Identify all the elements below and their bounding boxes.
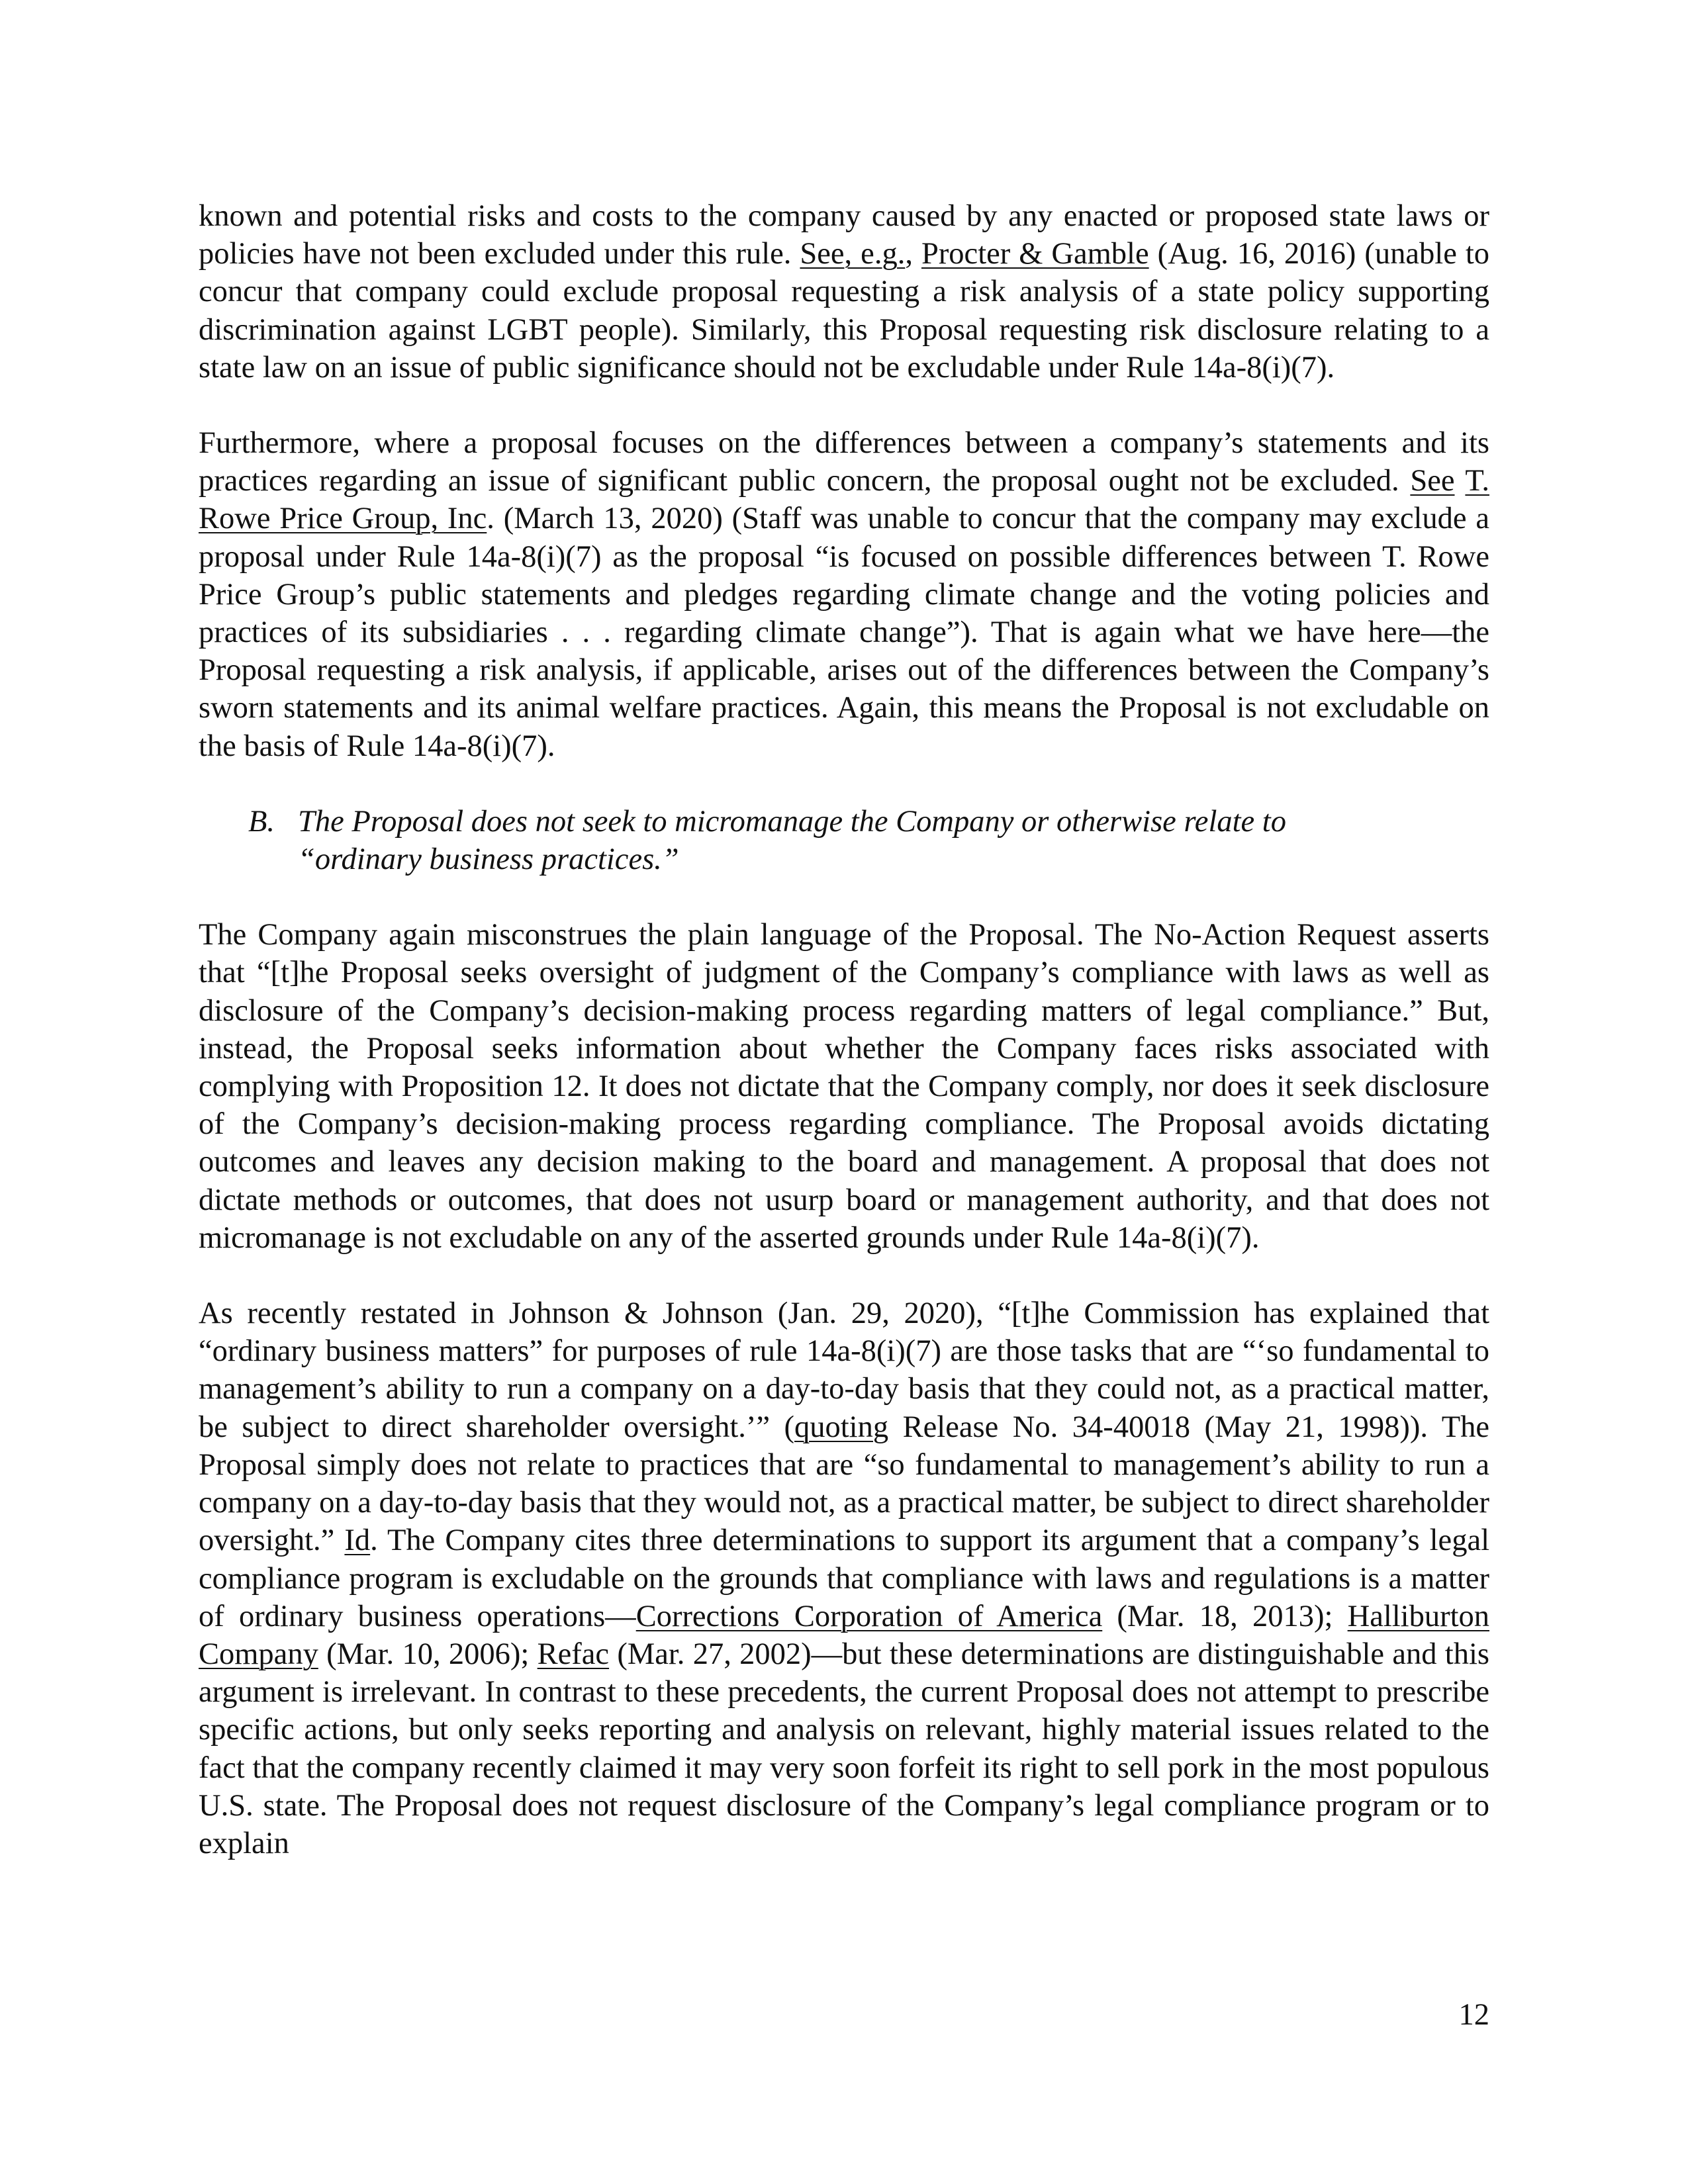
paragraph-statement-practice-differences: Furthermore, where a proposal focuses on the differences between a company’s statements and its practices regarding an issue of significant public concern, the proposal ought not be excluded. See T. Rowe Price Group, Inc. (March 13, 2020) (Staff was unable to concur that the company may exclude a proposal under Rule 14a-8(i)(7) as the proposal “is focused on possible differences between T. Rowe Price Group’s public statements and pledges regarding climate change and the voting policies and practices of its subsidiaries . . . regarding climate change”). That is again what we have here—the Proposal requesting a risk analysis, if applicable, arises out of the differences between the Company’s sworn statements and its animal welfare practices. Again, this means the Proposal is not excludable on the basis of Rule 14a-8(i)(7).	[199, 426, 1490, 763]
paragraph-ordinary-business-matters: As recently restated in Johnson & Johnson (Jan. 29, 2020), “[t]he Commission has explained that “ordinary business matters” for purposes of rule 14a-8(i)(7) are those tasks that are “‘so fundamental to management’s ability to run a company on a day-to-day basis that they could not, as a practical matter, be subject to direct shareholder oversight.’” (quoting Release No. 34-40018 (May 21, 1998)). The Proposal simply does not relate to practices that are “so fundamental to management’s ability to run a company on a day-to-day basis that they would not, as a practical matter, be subject to direct shareholder oversight.” Id. The Company cites three determinations to support its argument that a company’s legal compliance program is excludable on the grounds that compliance with laws and regulations is a matter of ordinary business operations—Corrections Corporation of America (Mar. 18, 2013); Halliburton Company (Mar. 10, 2006); Refac (Mar. 27, 2002)—but these determinations are distinguishable and this argument is irrelevant. In contrast to these precedents, the current Proposal does not attempt to prescribe specific actions, but only seeks reporting and analysis on relevant, highly material issues related to the fact that the company recently claimed it may very soon forfeit its right to sell pork in the most populous U.S. state. The Proposal does not request disclosure of the Company’s legal compliance program or to explain	[199, 1297, 1490, 1860]
paragraph-state-law-risks: known and potential risks and costs to the company caused by any enacted or proposed state laws or policies have not been excluded under this rule. See, e.g., Procter & Gamble (Aug. 16, 2016) (unable to concur that company could exclude proposal requesting a risk analysis of a state policy supporting discrimination against LGBT people). Similarly, this Proposal requesting risk disclosure relating to a state law on an issue of public significance should not be excludable under Rule 14a-8(i)(7).	[199, 199, 1490, 385]
citation-signal-see: See	[1410, 464, 1455, 498]
page-number: 12	[1458, 1998, 1489, 2032]
case-name-halliburton: Halliburton Company	[199, 1599, 1489, 1671]
citation-id: Id	[344, 1524, 371, 1558]
page-body	[199, 197, 1489, 1900]
case-name-t-rowe-price: T. Rowe Price Group, Inc	[199, 464, 1489, 536]
section-heading-b	[199, 803, 1489, 878]
citation-signal-quoting: quoting	[794, 1410, 889, 1444]
case-name-corrections-corporation: Corrections Corporation of America	[635, 1599, 1103, 1633]
section-heading-text: The Proposal does not seek to micromanage the Company or otherwise relate to “ordinary business practices.”	[298, 804, 1286, 877]
citation-signal-see-eg: See, e.g.	[800, 237, 906, 271]
paragraph-plain-language: The Company again misconstrues the plain language of the Proposal. The No-Action Request asserts that “[t]he Proposal seeks oversight of judgment of the Company’s compliance with laws as well as disclosure of the Company’s decision-making process regarding matters of legal compliance.” But, instead, the Proposal seeks information about whether the Company faces risks associated with complying with Proposition 12. It does not dictate that the Company comply, nor does it seek disclosure of the Company’s decision-making process regarding compliance. The Proposal avoids dictating outcomes and leaves any decision making to the board and management. A proposal that does not dictate methods or outcomes, that does not usurp board or management authority, and that does not micromanage is not excludable on any of the asserted grounds under Rule 14a-8(i)(7).	[199, 918, 1489, 1255]
case-name-refac: Refac	[537, 1637, 610, 1671]
case-name-procter-gamble: Procter & Gamble	[921, 237, 1149, 271]
section-heading-marker: B.	[248, 804, 275, 839]
